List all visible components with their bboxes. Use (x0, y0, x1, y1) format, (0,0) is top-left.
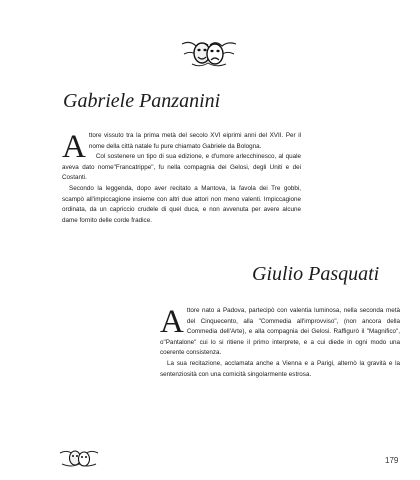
paragraph (160, 306, 400, 359)
paragraph: Col sostenere un tipo di sua edizione, e d'umore arlecchinesco, al quale aveva dato nome"Francatrippe", fu nella compagnia dei Gelosi, degli Uniti e dei Costanti. (62, 153, 301, 182)
section-body (62, 131, 301, 226)
section-title: Giulio Pasquati (252, 263, 380, 285)
section-body (160, 306, 400, 380)
mask-ornament-icon (58, 447, 100, 469)
paragraph (62, 129, 301, 165)
paragraph: La sua recitazione, acclamata anche a Vienna e a Parigi, alternò la gravità e la sentenziosità con una comicità singolarmente estrosa. (160, 359, 400, 378)
theatre-masks-ornament-icon (178, 36, 240, 70)
paragraph: Secondo la leggenda, dopo aver recitato a Mantova, la favola dei Tre gobbi, scampò all'impiccagione insieme con altri due attori non meno valenti. Impiccagione ordinata, da un capriccio crudele di quel duca, e non avvenuta per avere alcune dame fornito delle corde fradice. (62, 184, 301, 224)
section-title: Gabriele Panzanini (63, 90, 221, 112)
page-number: 179 (385, 456, 399, 465)
paragraph-text: ttore nato a Padova, partecipò con valentia luminosa, nella seconda metà del Cinquecento, alla "Commedia all'improvviso", (non ancora della Commedia dell'Arte), e alla compagnia dei Gelosi. Raffigurò il "Magnifico", o"Pantalone" cui lo si ritiene il primo interprete, e a cui diede in ogni modo una coerente consistenza. (160, 307, 400, 357)
drop-cap: A (62, 129, 86, 165)
drop-cap: A (160, 304, 184, 340)
paragraph-text: ttore vissuto tra la prima metà del secolo XVI eiprimi anni del XVII. Per il nome della città natale fu pure chiamato Gabriele da Bologna. (88, 132, 301, 150)
